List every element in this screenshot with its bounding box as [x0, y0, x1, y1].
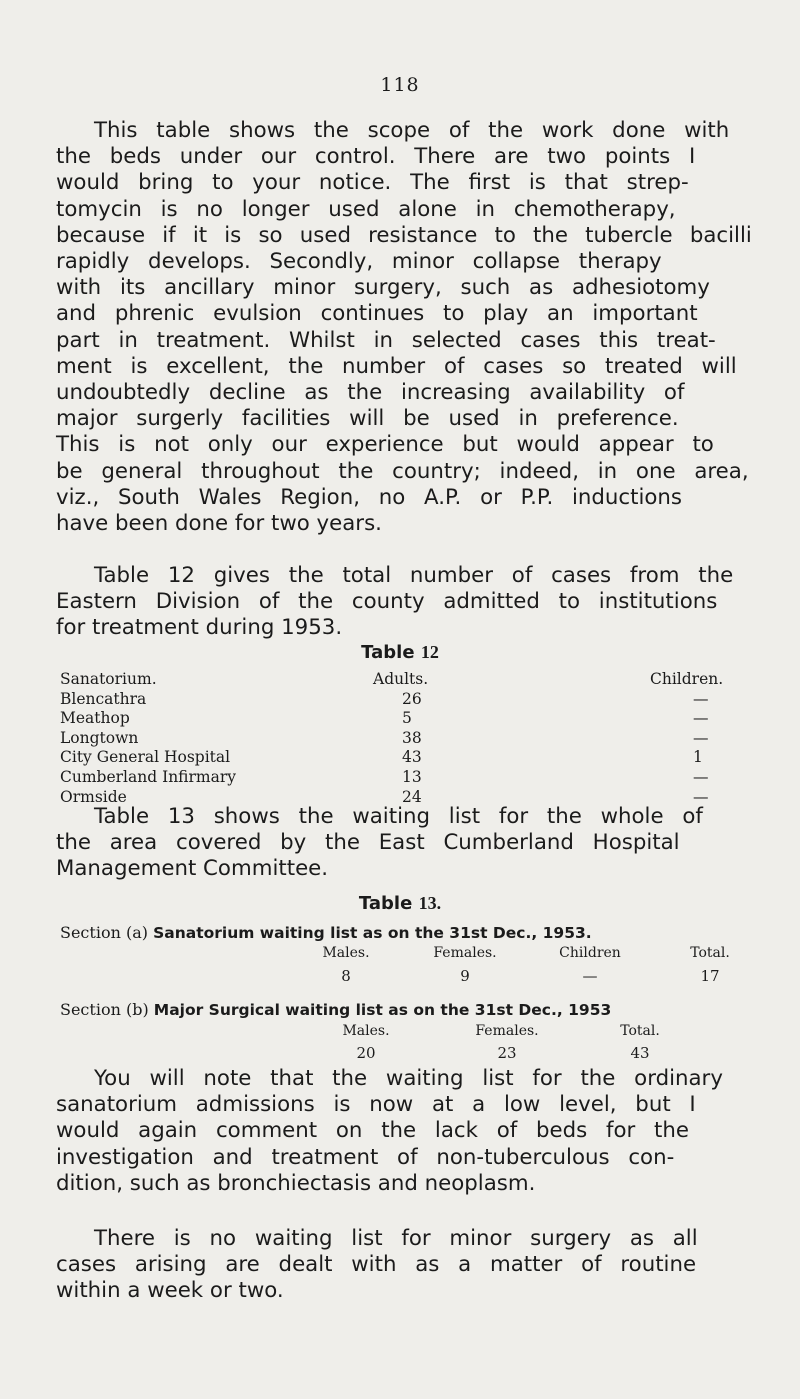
- text-line: ment is excellent, the number of cases so treated will: [56, 353, 737, 379]
- table-13-cell: 9: [460, 967, 470, 985]
- table-13-cell: Children: [559, 945, 621, 961]
- adults-value: 26: [402, 689, 422, 708]
- paragraph-5: [56, 1226, 752, 1305]
- text-line: part in treatment. Whilst in selected cases this treat-: [56, 327, 716, 353]
- table-13-cell: Total.: [620, 1023, 660, 1039]
- section-a-title: Sanatorium waiting list as on the 31st Dec., 1953.: [153, 924, 592, 942]
- adults-value: 13: [402, 767, 422, 786]
- text-line: major surgerly facilities will be used in preference.: [56, 406, 679, 432]
- table-row: [58, 729, 748, 749]
- text-line: Table 12 gives the total number of cases from the: [94, 563, 734, 588]
- text-line: have been done for two years.: [56, 511, 382, 537]
- text-line: rapidly develops. Secondly, minor collapse therapy: [56, 249, 662, 275]
- adults-value: 5: [402, 709, 412, 728]
- sanatorium-name: Ormside: [60, 787, 127, 806]
- text-line: This is not only our experience but would appear to: [56, 432, 714, 458]
- text-line: investigation and treatment of non-tuberculous con-: [56, 1144, 675, 1170]
- paragraph-1: [56, 118, 752, 537]
- sanatorium-name: Cumberland Infirmary: [60, 767, 237, 786]
- page-number: 118: [380, 74, 420, 96]
- text-line: the beds under our control. There are two points I: [56, 144, 696, 170]
- adults-value: 24: [402, 787, 422, 806]
- text-line: be general throughout the country; indeed, in one area,: [56, 458, 749, 484]
- table-13-cell: Total.: [690, 945, 730, 961]
- text-line: tomycin is no longer used alone in chemotherapy,: [56, 196, 676, 222]
- text-line: would bring to your notice. The first is that strep-: [56, 170, 689, 196]
- text-line: sanatorium admissions is now at a low level, but I: [56, 1092, 696, 1118]
- sanatorium-name: City General Hospital: [60, 748, 231, 767]
- text-line: cases arising are dealt with as a matter of routine: [56, 1252, 697, 1278]
- table-12-caption: Table 12: [361, 642, 439, 663]
- section-b-line: [60, 1000, 611, 1019]
- header-children: Children.: [650, 670, 724, 688]
- text-line: because if it is so used resistance to the tubercle bacilli: [56, 222, 752, 248]
- table-13-cell: 8: [341, 967, 351, 985]
- table-13-caption: Table 13.: [358, 893, 442, 914]
- paragraph-4: [56, 1066, 752, 1197]
- text-line: within a week or two.: [56, 1278, 284, 1304]
- table-13-cell: —: [582, 967, 598, 985]
- text-line: You will note that the waiting list for the ordinary: [94, 1066, 723, 1091]
- section-b-title: Major Surgical waiting list as on the 31st Dec., 1953: [153, 1001, 612, 1019]
- table-13-cell: Males.: [322, 945, 370, 961]
- table-row: [58, 690, 748, 710]
- text-line: viz., South Wales Region, no A.P. or P.P. inductions: [56, 484, 683, 510]
- children-value: —: [693, 728, 709, 747]
- children-value: —: [693, 767, 709, 786]
- text-line: and phrenic evulsion continues to play an important: [56, 301, 698, 327]
- section-a-label: Section (a): [60, 923, 148, 942]
- text-line: Management Committee.: [56, 856, 329, 882]
- table-13-cell: Males.: [342, 1023, 390, 1039]
- paragraph-3: [56, 804, 752, 883]
- text-line: Table 13 shows the waiting list for the whole of: [94, 804, 703, 829]
- table-13-cell: 20: [356, 1044, 376, 1062]
- table-13-cell: Females.: [433, 945, 497, 961]
- table-13-cell: 17: [700, 967, 720, 985]
- section-a-line: [60, 923, 592, 942]
- sanatorium-name: Longtown: [60, 728, 139, 747]
- text-line: the area covered by the East Cumberland Hospital: [56, 830, 680, 856]
- children-value: —: [693, 787, 709, 806]
- section-b-label: Section (b): [60, 1000, 149, 1019]
- text-line: dition, such as bronchiectasis and neoplasm.: [56, 1170, 536, 1196]
- text-line: undoubtedly decline as the increasing availability of: [56, 380, 685, 406]
- sanatorium-name: Meathop: [60, 709, 130, 728]
- text-line: Eastern Division of the county admitted to institutions: [56, 589, 718, 615]
- header-adults: Adults.: [373, 670, 429, 688]
- text-line: This table shows the scope of the work done with: [94, 118, 730, 143]
- table-12-body: [58, 690, 748, 808]
- adults-value: 43: [402, 748, 422, 767]
- text-line: would again comment on the lack of beds for the: [56, 1118, 690, 1144]
- sanatorium-name: Blencathra: [60, 689, 147, 708]
- children-value: 1: [693, 748, 703, 767]
- table-13-cell: Females.: [475, 1023, 539, 1039]
- table-row: [58, 748, 748, 768]
- table-12: [58, 670, 748, 807]
- table-13-cell: 23: [497, 1044, 517, 1062]
- header-sanatorium: Sanatorium.: [60, 670, 157, 688]
- paragraph-2: [56, 563, 752, 642]
- text-line: for treatment during 1953.: [56, 615, 343, 641]
- text-line: There is no waiting list for minor surgery as all: [94, 1226, 698, 1251]
- table-12-header-row: [58, 670, 748, 690]
- table-13-cell: 43: [630, 1044, 650, 1062]
- text-line: with its ancillary minor surgery, such as adhesiotomy: [56, 275, 710, 301]
- children-value: —: [693, 709, 709, 728]
- table-row: [58, 709, 748, 729]
- table-row: [58, 768, 748, 788]
- children-value: —: [693, 689, 709, 708]
- adults-value: 38: [402, 728, 422, 747]
